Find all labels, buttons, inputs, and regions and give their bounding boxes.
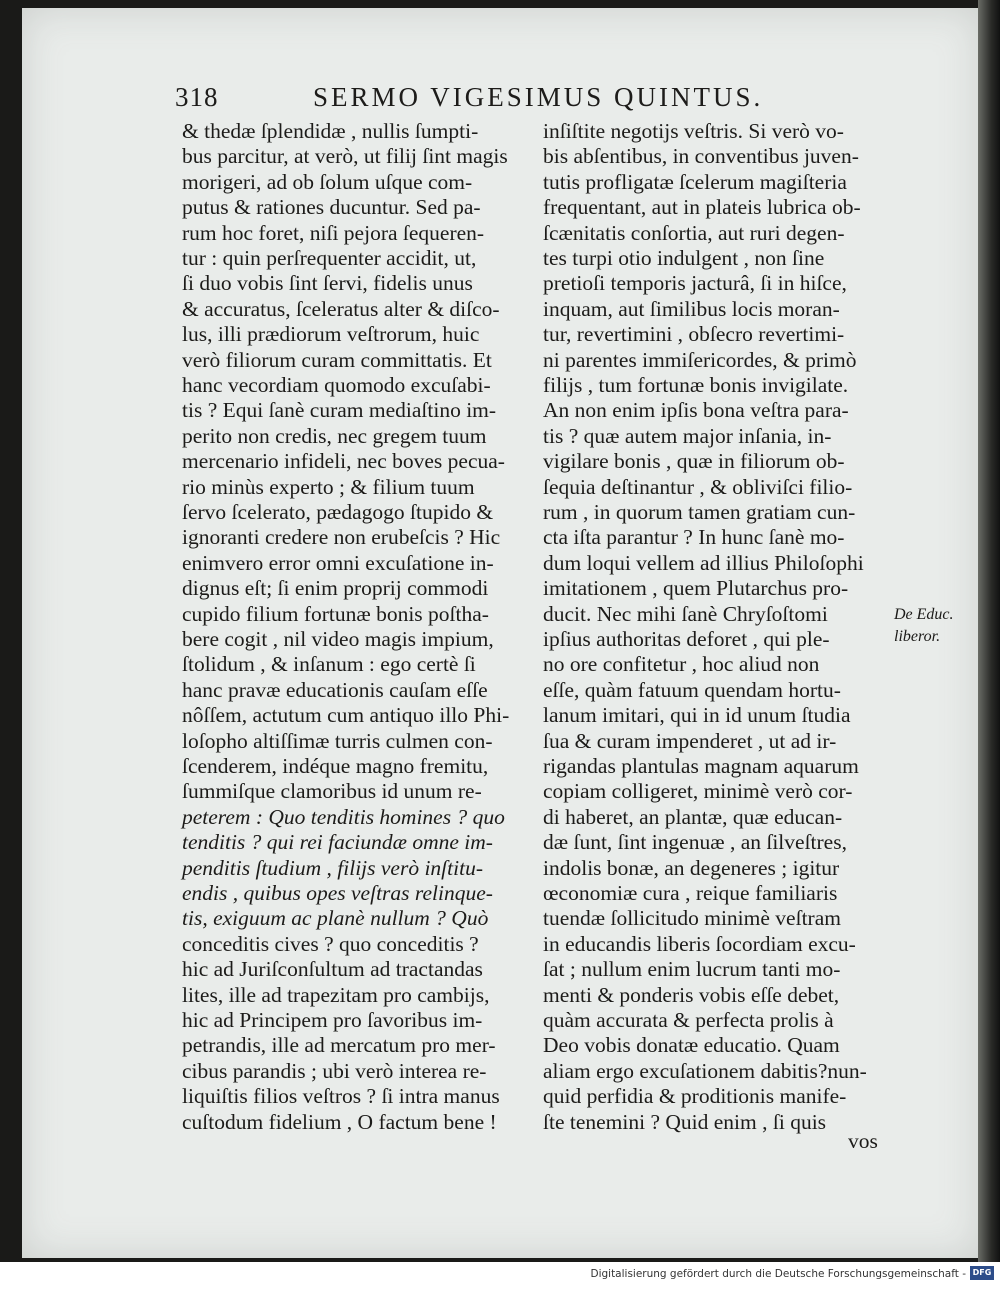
text-line: bus parcitur, at verò, ut filij ſint magis	[182, 144, 508, 169]
text-line: conceditis cives ? quo conceditis ?	[182, 931, 479, 956]
text-line: hic ad Principem pro ſavoribus im-	[182, 1008, 483, 1032]
text-line: indolis bonæ, an degeneres ; igitur	[543, 855, 840, 880]
text-line: ignoranti credere non erubeſcis ? Hic	[182, 525, 501, 550]
text-line: ſcænitatis conſortia, aut ruri degen-	[543, 220, 845, 245]
text-line: cupido filium fortunæ bonis poſthа-	[182, 601, 489, 626]
text-line: An non enim ipſis bona veſtra para-	[543, 398, 849, 423]
running-header	[175, 78, 775, 118]
page-number: 318	[175, 82, 219, 112]
text-line: peterem : Quo tenditis homines ? quo	[182, 804, 505, 829]
text-line: ducit. Nec mihi ſanè Chryſoſtomi	[543, 601, 828, 626]
text-line: eſſe, quàm fatuum quendam hortu-	[543, 677, 841, 702]
text-line: rum , in quorum tamen gratiam cun-	[543, 500, 856, 524]
margin-note	[894, 604, 1000, 648]
text-line: liquiſtis filios veſtros ? ſi intra manus	[182, 1084, 500, 1109]
text-line: lites, ille ad trapezitam pro cambijs,	[182, 982, 490, 1007]
text-line: hic ad Juriſconſultum ad tractandas	[182, 957, 483, 982]
text-line: dum loqui vellem ad illius Philoſophi	[543, 550, 864, 575]
text-line: ſua & curam impenderet , ut ad ir-	[543, 728, 837, 753]
text-line: Deo vobis donatæ educatio. Quam	[543, 1033, 840, 1058]
text-line: hanc pravæ educationis cauſam eſſe	[182, 677, 488, 702]
text-line: rum hoc foret, niſi pejora ſequeren-	[182, 220, 485, 245]
text-line: lanum imitari, qui in id unum ſtudia	[543, 703, 851, 728]
text-line: endis , quibus opes veſtras relinque-	[182, 881, 493, 905]
text-line: quàm accurata & perfecta prolis à	[543, 1008, 834, 1032]
text-line: ſte tenemini ? Quid enim , ſi quis	[543, 1109, 827, 1134]
text-line: pretioſi temporis jacturâ, ſi in hiſce,	[543, 271, 847, 296]
footer-credit: Digitalisierung gefördert durch die Deutsche Forschungsgemeinschaft -	[590, 1268, 966, 1280]
text-line: enimvero error omni excuſatione in-	[182, 550, 494, 575]
text-line: hanc vecordiam quomodo excuſabi-	[182, 373, 491, 397]
text-line: cta iſta parantur ? In hunc ſanè mo-	[543, 525, 845, 550]
dfg-logo: DFG	[970, 1266, 994, 1280]
catchword: vos	[848, 1129, 878, 1153]
text-line: tis ? quæ autem major inſania, in-	[543, 423, 832, 448]
text-line: tes turpi otio indulgent , non ſine	[543, 246, 825, 270]
text-line: tenditis ? qui rei faciundæ omne im-	[182, 830, 493, 855]
text-line: ſervo ſcelerato, pædagogo ſtupido &	[182, 500, 494, 524]
text-line: & accuratus, ſceleratus alter & diſco-	[182, 296, 500, 321]
text-line: ſat ; nullum enim lucrum tanti mo-	[543, 957, 841, 982]
text-line: menti & ponderis vobis eſſe debet,	[543, 982, 840, 1007]
text-line: inquam, aut ſimilibus locis moran-	[543, 296, 840, 321]
text-line: aliam ergo excuſationem dabitis?nun-	[543, 1058, 867, 1083]
text-line: tur : quin perſrequenter accidit, ut,	[182, 246, 477, 270]
text-line: petrandis, ille ad mercatum pro mer-	[182, 1033, 496, 1058]
text-line: tis, exiguum ac planè nullum ? Quò	[182, 906, 489, 931]
text-line: nôſſem, actutum cum antiquo illo Phi-	[182, 703, 510, 728]
text-line: copiam colligeret, minimè verò cor-	[543, 779, 853, 804]
text-line: œconomiæ cura , reique familiaris	[543, 881, 838, 905]
text-line: ſi duo vobis ſint ſervi, fidelis unus	[182, 271, 473, 296]
text-line: ni parentes immiſericordes, & primò	[543, 347, 857, 372]
text-line: in educandis liberis ſocordiam excu-	[543, 931, 856, 956]
text-line: mercenario infideli, nec boves pecua-	[182, 449, 505, 474]
text-line: ſcenderem, indéque magno fremitu,	[182, 754, 489, 778]
text-line: ipſius authoritas deforet , qui ple-	[543, 627, 830, 651]
text-line: cibus parandis ; ubi verò interea re-	[182, 1058, 487, 1083]
text-line: loſopho altiſſimæ turris culmen con-	[182, 728, 493, 753]
text-line: cuſtodum fidelium , O factum bene !	[182, 1109, 497, 1134]
text-line: tuendæ ſollicitudo minimè veſtram	[543, 906, 841, 931]
text-line: lus, illi prædiorum veſtrorum, huic	[182, 322, 480, 347]
text-line: quid perfidia & proditionis manife-	[543, 1084, 847, 1109]
text-line: verò filiorum curam committatis. Et	[182, 347, 492, 372]
text-line: dignus eſt; ſi enim proprij commodi	[182, 576, 489, 601]
text-line: perito non credis, nec gregem tuum	[182, 423, 487, 448]
footer-bar	[0, 1262, 1000, 1289]
text-line: ſummiſque clamoribus id unum re-	[182, 779, 482, 804]
text-line: penditis ſtudium , filijs verò inſtitu-	[182, 855, 483, 880]
text-line: ſequia deſtinantur , & obliviſci filio-	[543, 474, 853, 499]
text-line: frequentant, aut in plateis lubrica ob-	[543, 195, 861, 220]
text-line: & thedæ ſplendidæ , nullis ſumpti-	[182, 119, 479, 143]
text-line: tis ? Equi ſanè curam mediaſtino im-	[182, 398, 497, 423]
text-line: no ore confitetur , hoc aliud non	[543, 652, 820, 677]
margin-note-line: liberor.	[894, 628, 941, 645]
text-line: dæ ſunt, ſint ingenuæ , an ſilveſtres,	[543, 830, 847, 855]
text-line: rigandas plantulas magnam aquarum	[543, 754, 859, 778]
text-line: imitationem , quem Plutarchus pro-	[543, 576, 849, 601]
text-line: rio minùs experto ; & filium tuum	[182, 474, 475, 499]
text-line: morigeri, ad ob ſolum uſque com-	[182, 169, 473, 194]
text-line: putus & rationes ducuntur. Sed pa-	[182, 195, 481, 220]
text-line: tur, revertimini , obſecro revertimi-	[543, 322, 845, 347]
text-line: filijs , tum fortunæ bonis invigilate.	[543, 373, 849, 397]
text-line: vigilare bonis , quæ in filiorum ob-	[543, 449, 845, 474]
text-line: ſtolidum , & inſanum : ego certè ſi	[182, 652, 476, 677]
margin-note-line: De Educ.	[894, 606, 954, 623]
text-line: bere cogit , nil video magis impium,	[182, 627, 494, 651]
text-line: bis abſentibus, in conventibus juven-	[543, 144, 859, 169]
running-title: SERMO VIGESIMUS QUINTUS.	[313, 82, 764, 112]
text-line: di haberet, an plantæ, quæ educan-	[543, 804, 843, 829]
text-line: tutis profligatæ ſcelerum magiſteria	[543, 169, 847, 194]
text-line: inſiſtite negotijs veſtris. Si verò vo-	[543, 119, 844, 143]
